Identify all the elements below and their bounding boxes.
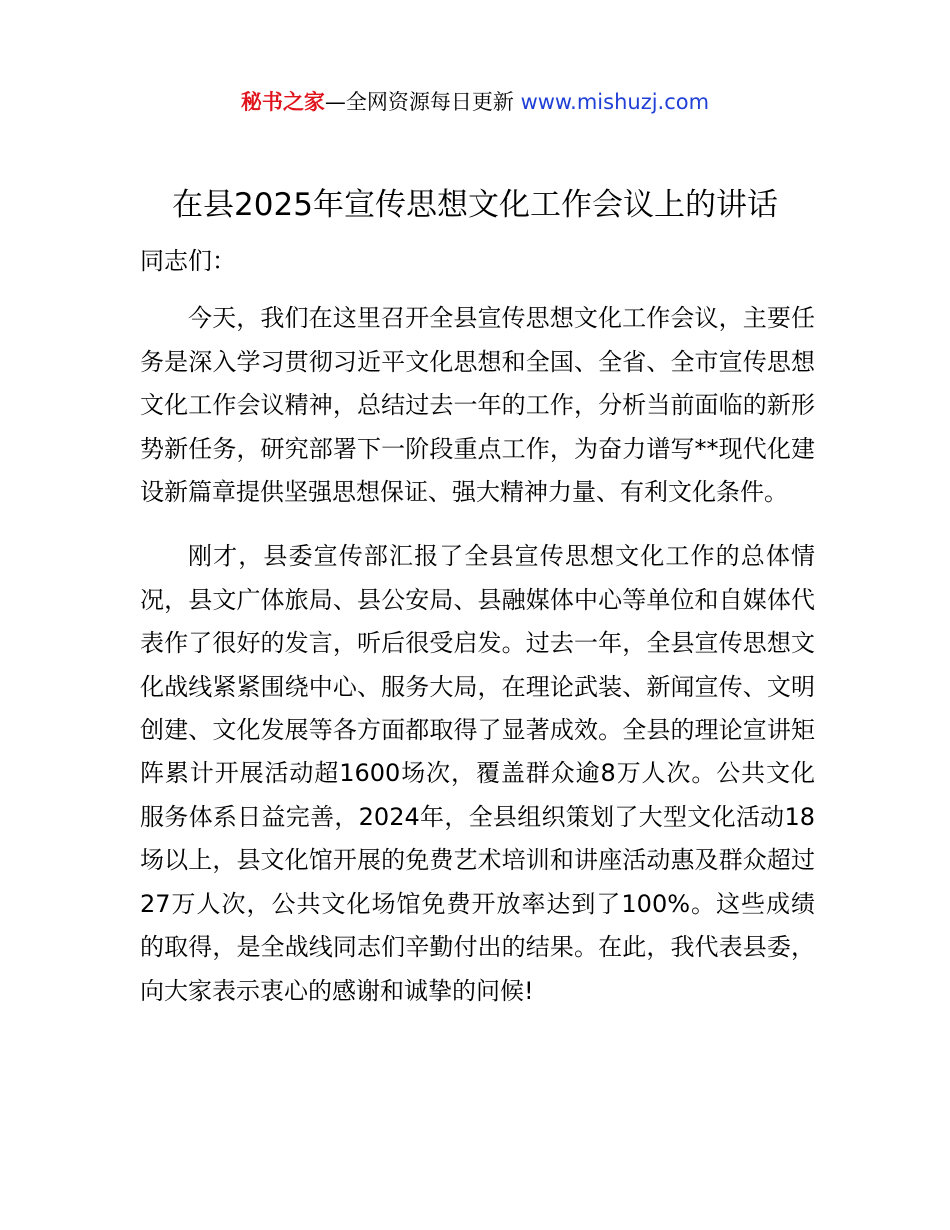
site-tagline: —全网资源每日更新 bbox=[324, 90, 521, 114]
document-title: 在县2025年宣传思想文化工作会议上的讲话 bbox=[172, 187, 778, 223]
site-url-link[interactable]: www.mishuzj.com bbox=[520, 90, 710, 114]
paragraph-review: 刚才，县委宣传部汇报了全县宣传思想文化工作的总体情况，县文广体旅局、县公安局、县融媒体中心等单位和自媒体代表作了很好的发言，听后很受启发。过去一年，全县宣传思想文化战线紧紧围绕中心、服务大局，在理论武装、新闻宣传、文明创建、文化发展等各方面都取得了显著成效。全县的理论宣讲矩阵累计开展活动超1600场次，覆盖群众逾8万人次。公共文化服务体系日益完善，2024年，全县组织策划了大型文化活动18场以上，县文化馆开展的免费艺术培训和讲座活动惠及群众超过27万人次，公共文化场馆免费开放率达到了100%。这些成绩的取得，是全战线同志们辛勤付出的结果。在此，我代表县委，向大家表示衷心的感谢和诚挚的问候! bbox=[140, 542, 815, 1005]
document-body bbox=[140, 240, 815, 1034]
site-brand: 秘书之家 bbox=[240, 90, 325, 114]
paragraph-opening: 今天，我们在这里召开全县宣传思想文化工作会议，主要任务是深入学习贯彻习近平文化思想和全国、全省、全市宣传思想文化工作会议精神，总结过去一年的工作，分析当前面临的新形势新任务，研究部署下一阶段重点工作，为奋力谱写**现代化建设新篇章提供坚强思想保证、强大精神力量、有利文化条件。 bbox=[140, 304, 815, 507]
site-header bbox=[0, 86, 950, 118]
greeting: 同志们： bbox=[140, 247, 236, 275]
